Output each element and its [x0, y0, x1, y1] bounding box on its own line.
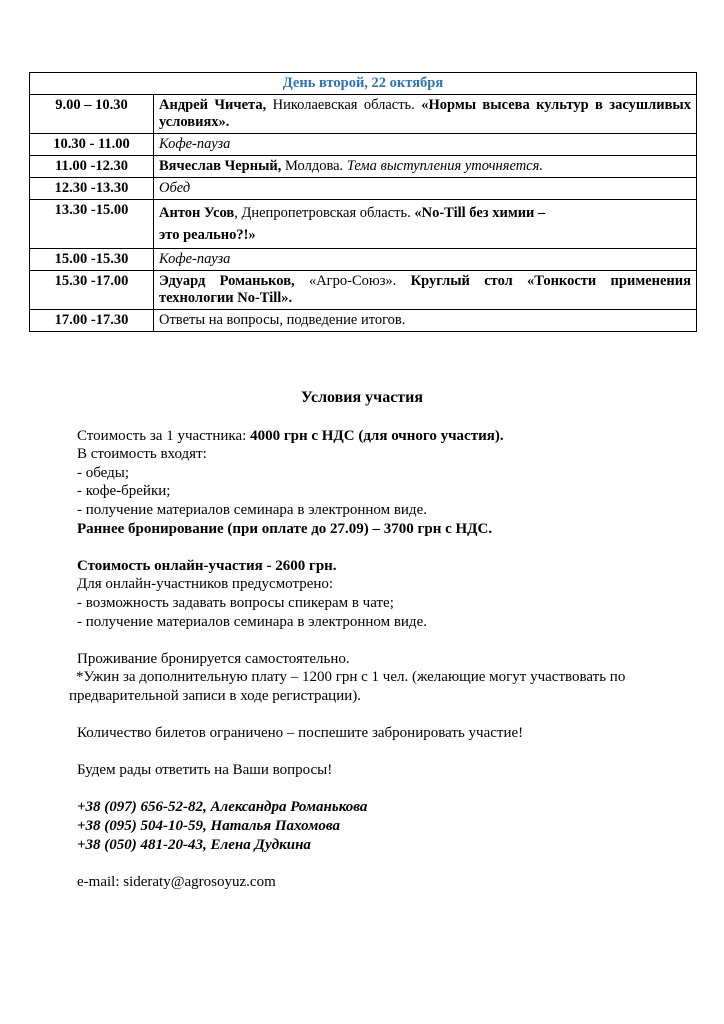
speaker-name: Андрей Чичета, — [159, 97, 267, 113]
table-row — [30, 249, 697, 271]
conditions-body — [0, 427, 724, 892]
contact-email: e-mail: sideraty@agrosoyuz.com — [77, 873, 276, 890]
talk-topic: Тема выступления уточняется. — [346, 158, 543, 174]
early-booking: Раннее бронирование (при оплате до 27.09) – 3700 грн с НДС. — [77, 520, 493, 537]
speaker-name: Антон Усов — [159, 205, 235, 221]
contact-phone: +38 (095) 504-10-59, Наталья Пахомова — [77, 818, 340, 835]
speaker-affiliation: Молдова. — [281, 158, 347, 174]
schedule-table — [29, 72, 697, 332]
speaker-name: Эдуард Романьков, — [159, 273, 295, 289]
lodging-note: Проживание бронируется самостоятельно. — [77, 650, 350, 667]
session-time: 15.30 -17.00 — [30, 271, 154, 310]
speaker-name: Вячеслав Черный, — [159, 158, 282, 174]
dinner-note: *Ужин за дополнительную плату – 1200 грн с 1 чел. (желающие могут участвовать по предварительной записи в ходе регистрации). — [69, 669, 626, 704]
speaker-affiliation: , Днепропетровская область. — [234, 205, 415, 221]
session-time: 17.00 -17.30 — [30, 310, 154, 332]
cost-prefix: Стоимость за 1 участника: — [77, 427, 251, 444]
list-item: - обеды; — [77, 464, 130, 481]
day-title: День второй, 22 октября — [30, 73, 697, 95]
session-time: 11.00 -12.30 — [30, 156, 154, 178]
list-item: - кофе-брейки; — [77, 483, 171, 500]
list-item: - получение материалов семинара в электронном виде. — [77, 501, 427, 518]
session-description — [154, 200, 697, 249]
table-row — [30, 73, 697, 95]
talk-topic: «No-Till без химии – — [414, 205, 546, 221]
table-row — [30, 200, 697, 249]
cost-line — [77, 427, 684, 446]
participation-conditions — [0, 389, 724, 891]
list-item: - возможность задавать вопросы спикерам в чате; — [77, 594, 394, 611]
table-row — [30, 310, 697, 332]
contact-phone: +38 (097) 656-52-82, Александра Романькова — [77, 799, 368, 816]
talk-topic: Круглый стол «Тонкости применения технологии No-Till». — [159, 273, 691, 306]
speaker-affiliation: «Агро-Союз». — [294, 273, 411, 289]
session-description — [154, 156, 697, 178]
break-label: Обед — [154, 178, 697, 200]
session-description — [154, 95, 697, 134]
online-cost: Стоимость онлайн-участия - 2600 грн. — [77, 557, 337, 574]
break-label: Кофе-пауза — [154, 249, 697, 271]
table-row — [30, 134, 697, 156]
section-title: Условия участия — [300, 389, 424, 406]
limited-tickets-note: Количество билетов ограничено – поспешите забронировать участие! — [77, 725, 524, 742]
session-time: 9.00 – 10.30 — [30, 95, 154, 134]
table-row — [30, 271, 697, 310]
session-time: 12.30 -13.30 — [30, 178, 154, 200]
cost-value: 4000 грн с НДС (для очного участия). — [250, 427, 504, 444]
session-description: Ответы на вопросы, подведение итогов. — [154, 310, 697, 332]
list-item: - получение материалов семинара в электронном виде. — [77, 613, 427, 630]
speaker-affiliation: Николаевская область. — [266, 97, 422, 113]
questions-note: Будем рады ответить на Ваши вопросы! — [77, 762, 333, 779]
session-time: 13.30 -15.00 — [30, 200, 154, 249]
session-time: 10.30 - 11.00 — [30, 134, 154, 156]
talk-topic: «Нормы высева культур в засушливых условиях». — [159, 97, 691, 130]
talk-topic-continued: это реально?!» — [159, 227, 256, 243]
includes-title: В стоимость входят: — [77, 446, 207, 463]
session-description — [154, 271, 697, 310]
table-row — [30, 95, 697, 134]
contact-phone: +38 (050) 481-20-43, Елена Дудкина — [77, 836, 311, 853]
table-row — [30, 178, 697, 200]
break-label: Кофе-пауза — [154, 134, 697, 156]
online-title: Для онлайн-участников предусмотрено: — [77, 576, 334, 593]
table-row — [30, 156, 697, 178]
session-time: 15.00 -15.30 — [30, 249, 154, 271]
